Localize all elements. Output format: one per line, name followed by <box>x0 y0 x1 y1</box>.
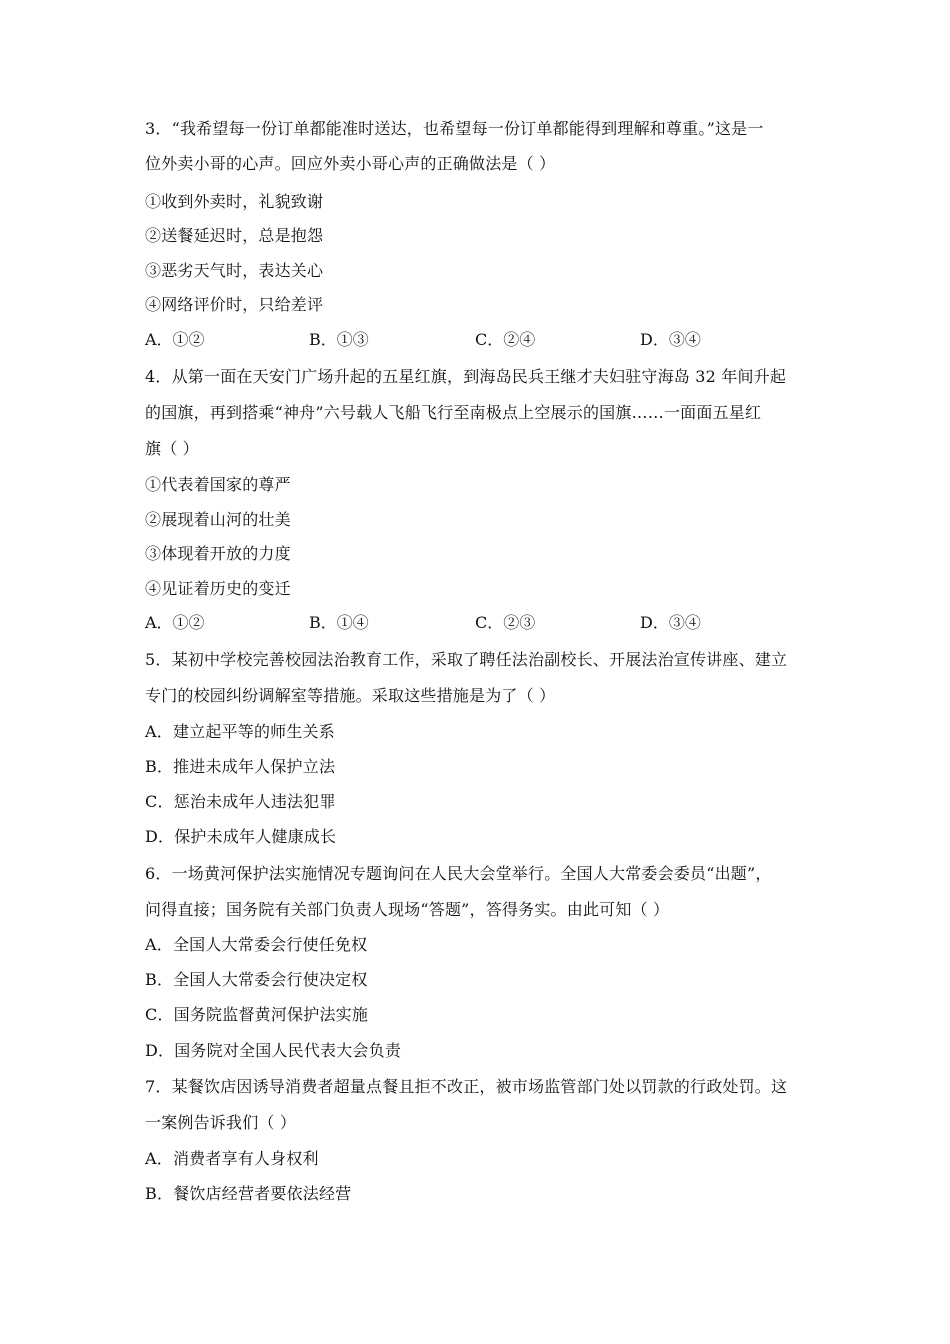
q4-statement-4: ④见证着历史的变迁 <box>145 579 291 598</box>
q5-option-a: A．建立起平等的师生关系 <box>145 722 335 741</box>
q6-option-c: C．国务院监督黄河保护法实施 <box>145 1005 369 1024</box>
q5-option-d: D．保护未成年人健康成长 <box>145 827 337 846</box>
q4-statement-1: ①代表着国家的尊严 <box>145 475 291 494</box>
q4-number: 4． <box>145 367 172 386</box>
q4-stem-line-1: 4．从第一面在天安门广场升起的五星红旗，到海岛民兵王继才夫妇驻守海岛 32 年间升起 <box>145 367 787 386</box>
q7-number: 7． <box>145 1077 172 1096</box>
q3-stem-line-1: 3．“我希望每一份订单都能准时送达，也希望每一份订单都能得到理解和尊重。”这是一 <box>145 119 764 138</box>
q4-stem-line-3: 旗（ ） <box>145 439 199 458</box>
q3-stem-line-2: 位外卖小哥的心声。回应外卖小哥心声的正确做法是（ ） <box>145 154 556 173</box>
q5-number: 5． <box>145 650 172 669</box>
q7-stem-line-1: 7．某餐饮店因诱导消费者超量点餐且拒不改正，被市场监管部门处以罚款的行政处罚。这 <box>145 1077 788 1096</box>
q3-statement-4: ④网络评价时，只给差评 <box>145 295 324 314</box>
q7-option-a: A．消费者享有人身权利 <box>145 1149 319 1168</box>
q6-stem-line-1: 6．一场黄河保护法实施情况专题询问在人民大会堂举行。全国人大常委会委员“出题”， <box>145 864 772 883</box>
q3-number: 3． <box>145 119 172 138</box>
q4-option-b: B．①④ <box>309 613 369 632</box>
q6-option-a: A．全国人大常委会行使任免权 <box>145 935 368 954</box>
q4-statement-3: ③体现着开放的力度 <box>145 544 291 563</box>
q3-statement-1: ①收到外卖时，礼貌致谢 <box>145 192 324 211</box>
q3-option-b: B．①③ <box>309 330 369 349</box>
q3-option-a: A．①② <box>145 330 205 349</box>
q5-stem-line-2: 专门的校园纠纷调解室等措施。采取这些措施是为了（ ） <box>145 686 556 705</box>
q3-option-d: D．③④ <box>640 330 701 349</box>
q4-option-a: A．①② <box>145 613 205 632</box>
q5-stem-line-1: 5．某初中学校完善校园法治教育工作，采取了聘任法治副校长、开展法治宣传讲座、建立 <box>145 650 788 669</box>
q7-option-b: B．餐饮店经营者要依法经营 <box>145 1184 352 1203</box>
q3-option-c: C．②④ <box>475 330 536 349</box>
q5-option-c: C．惩治未成年人违法犯罪 <box>145 792 336 811</box>
q4-stem-line-2: 的国旗，再到搭乘“神舟”六号载人飞船飞行至南极点上空展示的国旗……一面面五星红 <box>145 403 762 422</box>
q7-stem-line-2: 一案例告诉我们（ ） <box>145 1113 297 1132</box>
q4-option-d: D．③④ <box>640 613 701 632</box>
q3-statement-3: ③恶劣天气时，表达关心 <box>145 261 324 280</box>
q6-option-d: D．国务院对全国人民代表大会负责 <box>145 1041 402 1060</box>
q4-option-c: C．②③ <box>475 613 536 632</box>
q6-stem-line-2: 问得直接；国务院有关部门负责人现场“答题”，答得务实。由此可知（ ） <box>145 900 670 919</box>
q5-option-b: B．推进未成年人保护立法 <box>145 757 336 776</box>
q6-option-b: B．全国人大常委会行使决定权 <box>145 970 368 989</box>
q3-statement-2: ②送餐延迟时，总是抱怨 <box>145 226 324 245</box>
q6-number: 6． <box>145 864 172 883</box>
q4-statement-2: ②展现着山河的壮美 <box>145 510 291 529</box>
